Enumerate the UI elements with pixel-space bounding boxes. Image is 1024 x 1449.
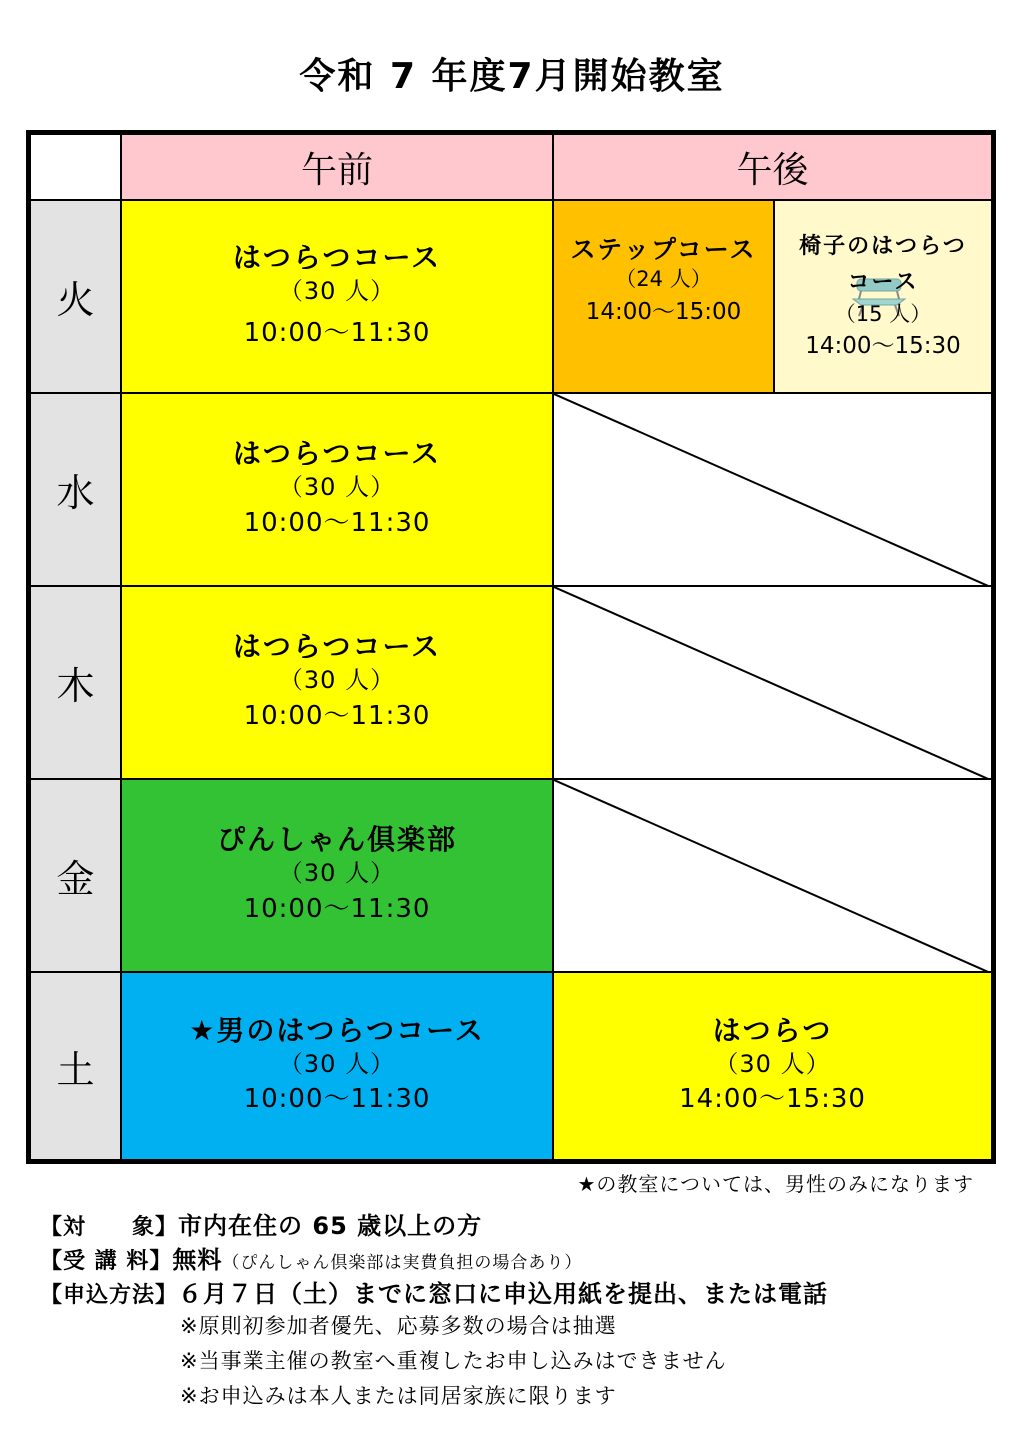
sat-pm-cell [552, 971, 993, 1161]
fee-note: （ぴんしゃん倶楽部は実費負担の場合あり） [222, 1253, 583, 1273]
course-name-line2: コース [847, 269, 919, 295]
time: 14:00～15:30 [679, 1084, 866, 1115]
capacity: （30 人） [278, 473, 396, 502]
note-bullet: ※当事業主催の教室へ重複したお申し込みはできません [180, 1349, 727, 1373]
course-name: はつらつコース [232, 241, 442, 275]
diagonal-line [554, 587, 995, 782]
tue-am-cell [120, 199, 554, 394]
time: 10:00～11:30 [243, 1084, 431, 1115]
wed-pm-empty-cell [552, 392, 993, 587]
tue-pm-step-cell [552, 199, 775, 394]
diagonal-line [554, 394, 995, 589]
target-row [40, 1206, 482, 1241]
header-am: 午前 [120, 133, 554, 201]
capacity: （15 人） [834, 301, 932, 326]
wed-am-cell [120, 392, 554, 587]
day-thu: 木 [29, 585, 122, 780]
header-pm: 午後 [552, 133, 993, 201]
fee-row [40, 1240, 582, 1275]
course-name: ★男のはつらつコース [189, 1013, 485, 1047]
capacity: （30 人） [714, 1049, 831, 1078]
time: 14:00～15:00 [585, 298, 742, 325]
thu-am-cell [120, 585, 554, 780]
fri-pm-empty-cell [552, 778, 993, 973]
time: 10:00～11:30 [243, 893, 431, 924]
note-bullet: ※原則初参加者優先、応募多数の場合は抽選 [180, 1314, 617, 1338]
time: 10:00～11:30 [243, 317, 431, 348]
capacity: （30 人） [278, 1049, 396, 1078]
capacity: （24 人） [615, 267, 712, 292]
course-name: ステップコース [570, 234, 757, 264]
target-label: 【対 象】 [40, 1215, 179, 1240]
apply-label: 【申込方法】 [40, 1283, 179, 1308]
note-bullet: ※お申込みは本人または同居家族に限ります [180, 1384, 617, 1408]
day-sat: 土 [29, 971, 122, 1161]
day-wed: 水 [29, 392, 122, 587]
course-name: はつらつ [712, 1013, 833, 1047]
target-value: 市内在住の 65 歳以上の方 [178, 1212, 483, 1240]
fri-am-cell [120, 778, 554, 973]
course-name: はつらつコース [232, 630, 442, 664]
men-only-note: ★の教室については、男性のみになります [577, 1172, 974, 1196]
diagonal-line [554, 780, 995, 975]
thu-pm-empty-cell [552, 585, 993, 780]
apply-value: ６月７日（土）までに窓口に申込用紙を提出、または電話 [178, 1280, 829, 1308]
capacity: （30 人） [278, 277, 396, 306]
tue-pm-chair-cell [773, 199, 993, 394]
time: 14:00～15:30 [805, 333, 961, 360]
capacity: （30 人） [278, 859, 396, 888]
corner-cell [29, 133, 122, 201]
course-name: ぴんしゃん倶楽部 [216, 823, 457, 857]
fee-value: 無料 [172, 1246, 223, 1274]
course-name: はつらつコース [232, 437, 442, 471]
course-name-line1: 椅子のはつらつ [799, 234, 967, 260]
fee-label: 【受 講 料】 [40, 1249, 173, 1274]
capacity: （30 人） [278, 666, 396, 695]
schedule-table [26, 130, 996, 1164]
day-fri: 金 [29, 778, 122, 973]
day-tue: 火 [29, 199, 122, 394]
time: 10:00～11:30 [243, 507, 431, 538]
time: 10:00～11:30 [243, 700, 431, 731]
apply-row [40, 1274, 828, 1309]
sat-am-cell [120, 971, 554, 1161]
page-title: 令和 7 年度7月開始教室 [299, 56, 725, 97]
